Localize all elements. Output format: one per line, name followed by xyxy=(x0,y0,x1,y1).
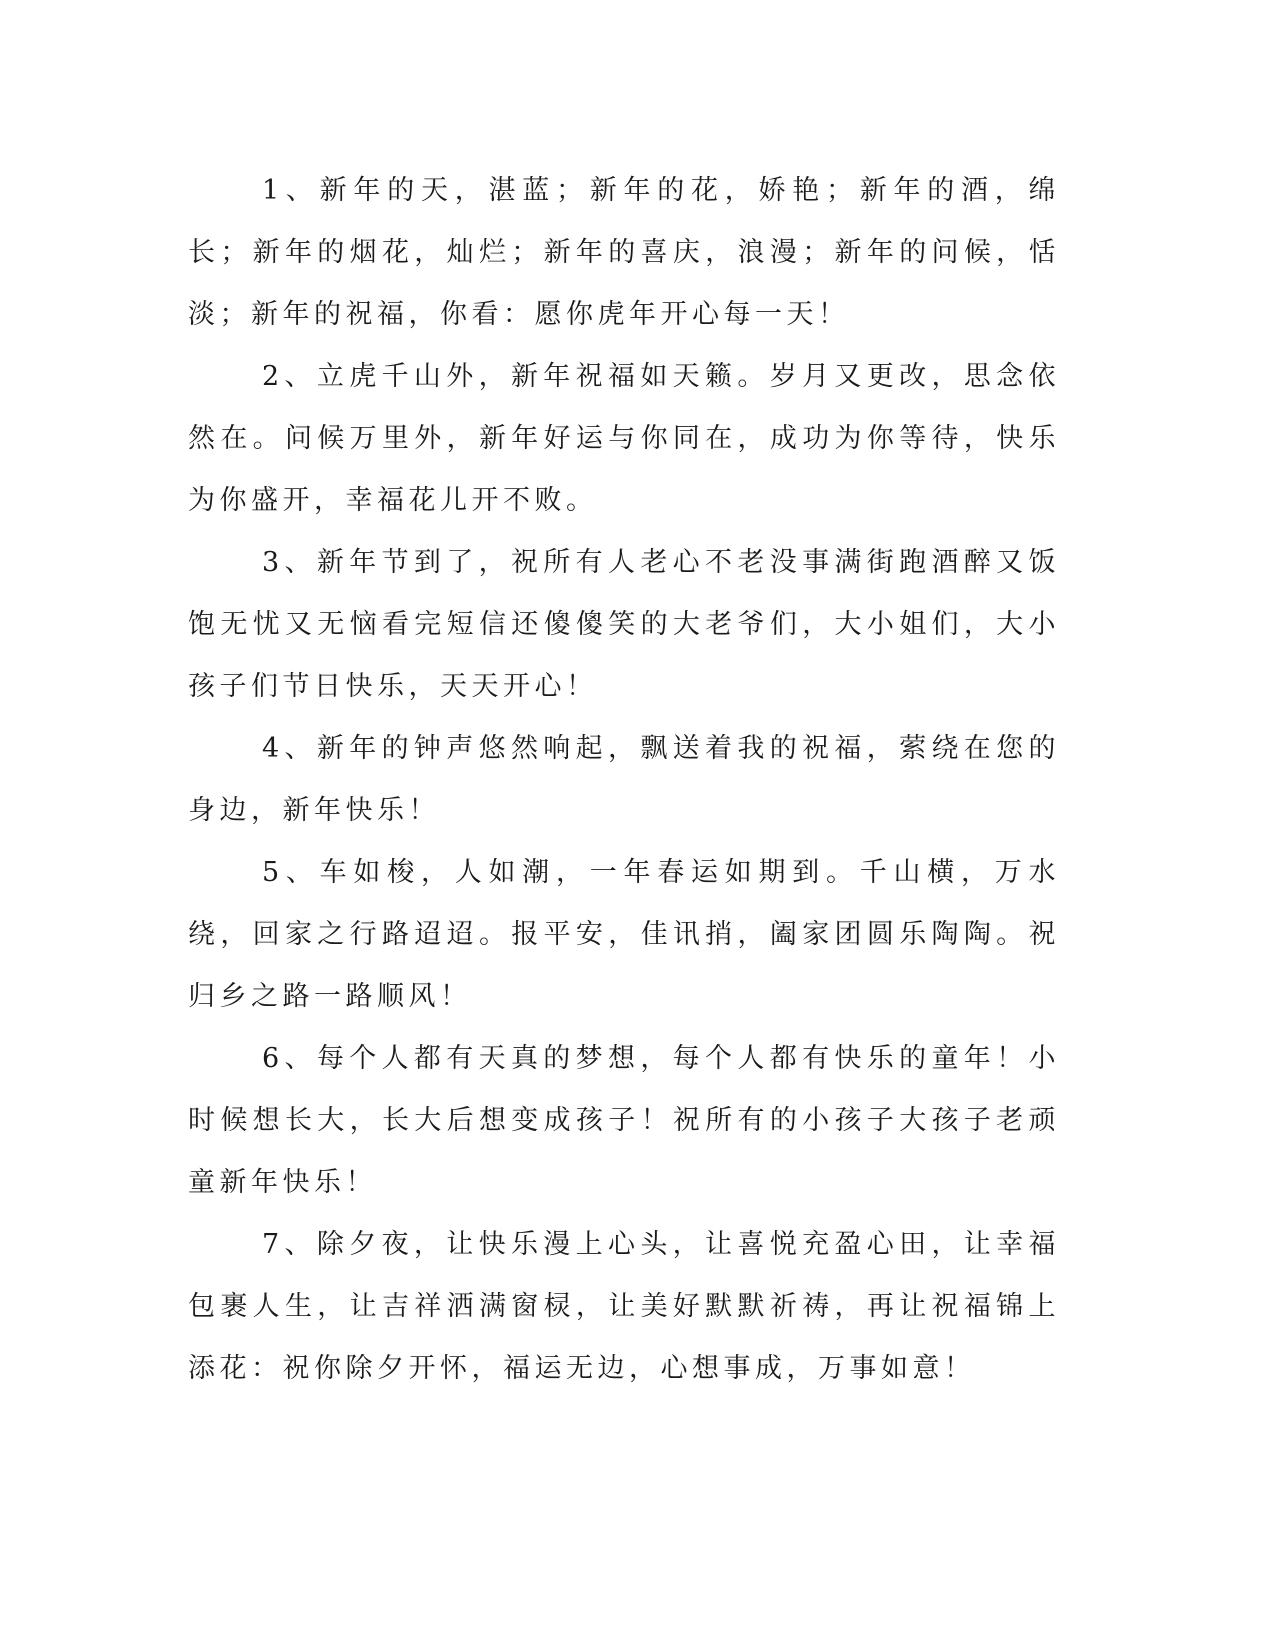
document-body xyxy=(188,160,1060,1400)
paragraph-4: 4、新年的钟声悠然响起，飘送着我的祝福，萦绕在您的身边，新年快乐！ xyxy=(188,733,1060,826)
paragraph-2: 2、立虎千山外，新年祝福如天籁。岁月又更改，思念依然在。问候万里外，新年好运与你同在，成功为你等待，快乐为你盛开，幸福花儿开不败。 xyxy=(188,361,1060,516)
paragraph-6: 6、每个人都有天真的梦想，每个人都有快乐的童年！小时候想长大，长大后想变成孩子！祝所有的小孩子大孩子老顽童新年快乐！ xyxy=(188,1043,1060,1198)
paragraph-7: 7、除夕夜，让快乐漫上心头，让喜悦充盈心田，让幸福包裹人生，让吉祥洒满窗棂，让美好默默祈祷，再让祝福锦上添花：祝你除夕开怀，福运无边，心想事成，万事如意！ xyxy=(188,1229,1060,1384)
paragraph-3: 3、新年节到了，祝所有人老心不老没事满街跑酒醉又饭饱无忧又无恼看完短信还傻傻笑的大老爷们，大小姐们，大小孩子们节日快乐，天天开心！ xyxy=(188,547,1060,702)
paragraph-5: 5、车如梭，人如潮，一年春运如期到。千山横，万水绕，回家之行路迢迢。报平安，佳讯捎，阖家团圆乐陶陶。祝归乡之路一路顺风！ xyxy=(188,857,1060,1012)
paragraph-1: 1、新年的天，湛蓝；新年的花，娇艳；新年的酒，绵长；新年的烟花，灿烂；新年的喜庆，浪漫；新年的问候，恬淡；新年的祝福，你看：愿你虎年开心每一天！ xyxy=(188,175,1060,330)
